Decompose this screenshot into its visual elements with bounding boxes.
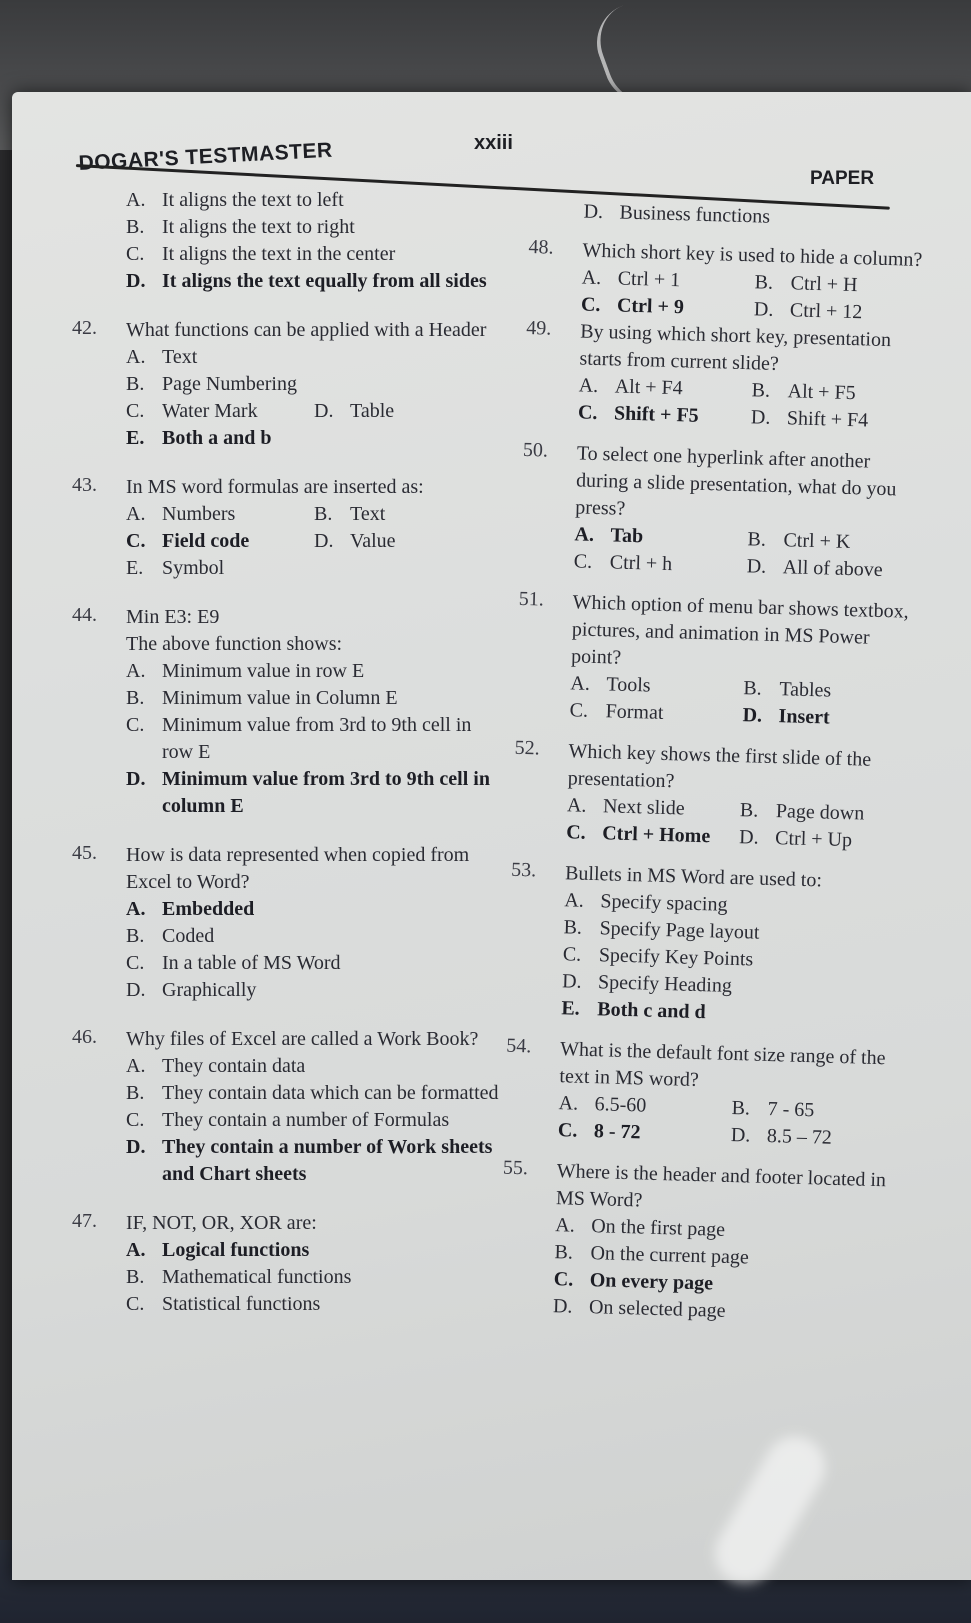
question-number: 44. [72, 604, 97, 626]
question-number: 55. [502, 1156, 529, 1180]
option-label: A. [578, 374, 599, 397]
option-label: D. [126, 768, 146, 790]
answer-option [126, 1264, 502, 1291]
options-list [583, 199, 930, 236]
question-block [512, 737, 915, 856]
question-block [507, 859, 911, 1032]
option-text: 8.5 – 72 [766, 1124, 833, 1149]
option-label: C. [577, 401, 598, 424]
option-text: Ctrl + Home [601, 822, 711, 848]
option-text: It aligns the text to left [162, 189, 344, 211]
option-text: Next slide [602, 795, 685, 820]
question-block [72, 604, 502, 820]
option-text: 6.5-60 [594, 1093, 647, 1117]
answer-option [573, 548, 747, 580]
option-label: A. [126, 898, 146, 920]
option-text: They contain data [162, 1055, 306, 1077]
option-label: D. [126, 270, 146, 292]
question-text: By using which short key, presentation starts from current slide? [579, 320, 892, 376]
option-label: D. [750, 406, 771, 429]
answer-option [126, 555, 502, 582]
question-text: Min E3: E9 [126, 606, 220, 628]
question-block [72, 187, 502, 295]
answer-option [314, 528, 502, 555]
question-text: Which option of menu bar shows textbox, pictures, and animation in MS Power point? [570, 591, 909, 669]
answer-option [126, 923, 502, 950]
page-content [12, 92, 952, 1580]
option-text: They contain a number of Work sheets and Chart sheets [162, 1136, 493, 1185]
option-text: Specify spacing [600, 890, 728, 916]
option-label: A. [581, 266, 602, 290]
answer-option [126, 1107, 502, 1134]
option-text: 8 - 72 [593, 1120, 641, 1144]
answer-option [126, 977, 502, 1004]
header-page-number: xxiii [474, 132, 513, 154]
option-label: D. [738, 826, 759, 849]
question-number: 47. [72, 1210, 97, 1232]
option-text: Value [350, 530, 396, 552]
option-label: C. [580, 293, 601, 317]
option-text: Minimum value from 3rd to 9th cell in row E [162, 714, 472, 763]
option-label: B. [747, 528, 767, 551]
options-list [566, 792, 913, 856]
question-block [499, 1157, 903, 1330]
answer-option [126, 1237, 502, 1264]
answer-option [126, 1053, 502, 1080]
option-text: Alt + F4 [614, 375, 683, 400]
answer-option [739, 824, 913, 856]
option-text: On the current page [590, 1242, 750, 1269]
option-label: A. [126, 660, 146, 682]
option-text: Tools [606, 673, 651, 697]
option-label: D. [753, 298, 774, 321]
option-label: B. [554, 1241, 574, 1264]
option-text: It aligns the text to right [162, 216, 355, 238]
options-list [561, 887, 911, 1032]
option-text: Page down [775, 800, 865, 825]
options-list [126, 896, 502, 1004]
option-label: A. [126, 503, 146, 525]
option-text: It aligns the text in the center [162, 243, 396, 265]
option-label: B. [563, 916, 583, 939]
option-text: Ctrl + K [783, 529, 851, 554]
option-text: Shift + F5 [613, 402, 700, 427]
option-label: C. [126, 714, 145, 736]
question-block [515, 588, 919, 734]
option-text: It aligns the text equally from all sides [162, 270, 487, 292]
option-text: Minimum value in Column E [162, 687, 398, 709]
answer-option [126, 214, 502, 241]
options-list [126, 658, 502, 820]
answer-option [314, 398, 502, 425]
question-text-line2: The above function shows: [126, 633, 343, 655]
answer-option [583, 199, 930, 236]
answer-option [126, 950, 502, 977]
options-list [573, 521, 920, 585]
question-text: What functions can be applied with a Header [126, 319, 487, 341]
header-section: PAPER [810, 168, 875, 189]
options-list [581, 264, 928, 328]
option-label: B. [754, 271, 774, 294]
option-label: B. [314, 503, 333, 525]
option-text: Minimum value from 3rd to 9th cell in column E [162, 768, 490, 817]
option-text: Shift + F4 [786, 407, 869, 432]
question-text: To select one hyperlink after another during a slide presentation, what do you press? [575, 442, 897, 520]
option-text: Ctrl + h [609, 551, 673, 576]
option-text: All of above [782, 556, 884, 581]
option-text: Ctrl + 9 [616, 294, 685, 319]
option-label: B. [126, 1266, 145, 1288]
question-text: How is data represented when copied from Excel to Word? [126, 844, 470, 893]
option-label: C. [569, 699, 589, 722]
option-text: 7 - 65 [767, 1097, 815, 1122]
option-label: B. [731, 1096, 751, 1120]
option-label: D. [583, 200, 604, 224]
option-label: C. [126, 400, 145, 422]
question-number: 45. [72, 842, 97, 864]
option-label: B. [126, 1082, 145, 1104]
options-list [126, 187, 502, 295]
option-label: C. [126, 952, 145, 974]
option-label: D. [561, 970, 582, 993]
option-label: C. [565, 821, 587, 844]
option-label: A. [126, 1055, 146, 1077]
options-list [126, 501, 502, 582]
option-label: B. [751, 379, 771, 402]
answer-option [126, 425, 502, 452]
answer-option [578, 399, 752, 431]
option-text: They contain a number of Formulas [162, 1109, 450, 1131]
answer-option [746, 553, 920, 585]
option-label: D. [314, 530, 334, 552]
question-text: What is the default font size range of the text in MS word? [559, 1038, 886, 1092]
option-label: B. [126, 373, 145, 395]
option-text: Specify Heading [597, 971, 733, 997]
option-label: C. [126, 243, 145, 265]
option-text: Ctrl + H [790, 272, 858, 297]
option-text: On the first page [590, 1215, 726, 1241]
option-label: A. [566, 794, 587, 817]
option-text: Field code [162, 530, 250, 552]
options-list [569, 670, 916, 734]
option-label: A. [574, 523, 595, 546]
option-label: A. [554, 1214, 576, 1237]
option-label: A. [126, 1239, 146, 1261]
answer-option [126, 241, 502, 268]
question-number: 49. [526, 316, 552, 340]
option-label: C. [126, 530, 146, 552]
option-text: Text [350, 503, 386, 525]
option-text: Business functions [619, 201, 771, 228]
option-text: Tables [779, 678, 832, 702]
option-label: D. [314, 400, 334, 422]
question-block [72, 842, 502, 1004]
question-text: Where is the header and footer located in MS Word? [555, 1160, 887, 1212]
options-row [126, 528, 502, 555]
answer-option [126, 1080, 502, 1107]
option-label: E. [126, 427, 145, 449]
options-list [558, 1090, 905, 1154]
question-number: 52. [514, 736, 540, 760]
question-text: Why files of Excel are called a Work Book? [126, 1028, 479, 1050]
question-block [524, 317, 927, 436]
option-text: Specify Page layout [599, 917, 760, 944]
option-text: Tab [610, 524, 644, 548]
option-text: They contain data which can be formatted [162, 1082, 499, 1104]
option-label: C. [562, 943, 582, 966]
option-label: C. [557, 1119, 578, 1142]
answer-option [126, 187, 502, 214]
option-text: Both a and b [162, 427, 272, 449]
option-label: A. [570, 672, 591, 695]
answer-option [126, 712, 502, 766]
option-text: Logical functions [162, 1239, 310, 1261]
option-text: Mathematical functions [162, 1266, 352, 1288]
question-number: 48. [528, 235, 554, 259]
option-label: D. [742, 704, 763, 727]
option-label: A. [564, 889, 585, 912]
answer-option [126, 658, 502, 685]
left-column [72, 187, 502, 1318]
option-label: E. [561, 997, 581, 1020]
options-list [126, 1053, 502, 1188]
option-label: D. [746, 555, 767, 578]
question-block [529, 197, 930, 235]
question-number: 46. [72, 1026, 97, 1048]
answer-option [126, 371, 502, 398]
option-label: C. [553, 1268, 574, 1291]
answer-option [742, 702, 916, 734]
option-label: D. [126, 1136, 146, 1158]
options-list [126, 344, 502, 452]
option-label: B. [126, 216, 145, 238]
option-label: A. [558, 1092, 579, 1115]
question-block [72, 1210, 502, 1318]
question-number: 50. [522, 438, 549, 462]
answer-option [126, 268, 502, 295]
option-label: B. [126, 687, 145, 709]
answer-option [126, 398, 314, 425]
option-text: Minimum value in row E [162, 660, 365, 682]
option-text: Page Numbering [162, 373, 297, 395]
option-text: Graphically [162, 979, 257, 1001]
answer-option [126, 344, 502, 371]
answer-option [126, 501, 314, 528]
question-block [72, 317, 502, 452]
answer-option [566, 819, 740, 851]
option-text: Specify Key Points [598, 944, 754, 971]
answer-option [126, 528, 314, 555]
option-text: In a table of MS Word [162, 952, 341, 974]
answer-option [569, 697, 743, 729]
answer-option [126, 766, 502, 820]
question-number: 42. [72, 317, 97, 339]
option-text: Alt + F5 [787, 380, 856, 405]
option-text: Ctrl + 1 [617, 267, 681, 292]
answer-option [126, 685, 502, 712]
answer-option [126, 1291, 502, 1318]
option-label: C. [126, 1293, 145, 1315]
option-label: E. [126, 557, 144, 579]
question-number: 53. [510, 858, 537, 882]
options-list [553, 1212, 902, 1330]
question-block [72, 1026, 502, 1188]
option-label: B. [743, 677, 763, 700]
question-text: In MS word formulas are inserted as: [126, 476, 424, 498]
option-text: Text [162, 346, 198, 368]
option-text: Embedded [162, 898, 255, 920]
question-block [504, 1035, 907, 1154]
option-label: A. [126, 189, 146, 211]
question-number: 43. [72, 474, 97, 496]
option-label: A. [126, 346, 146, 368]
option-text: Insert [778, 705, 830, 729]
option-text: Water Mark [162, 400, 258, 422]
question-text: Which short key is used to hide a column? [582, 239, 923, 271]
question-block [72, 474, 502, 582]
question-number: 51. [518, 587, 545, 611]
options-row [126, 398, 502, 425]
option-label: D. [552, 1295, 573, 1318]
option-text: Table [350, 400, 395, 422]
option-label: B. [126, 925, 145, 947]
options-list [126, 1237, 502, 1318]
option-text: Numbers [162, 503, 236, 525]
option-label: D. [126, 979, 146, 1001]
option-text: Statistical functions [162, 1293, 321, 1315]
option-text: Both c and d [597, 998, 706, 1024]
header-brand: DOGAR'S TESTMASTER [78, 138, 334, 175]
option-label: C. [126, 1109, 145, 1131]
option-text: Ctrl + 12 [789, 299, 863, 324]
answer-option [730, 1122, 904, 1154]
option-label: B. [739, 799, 759, 822]
answer-option [126, 1134, 502, 1188]
question-text: Which key shows the first slide of the presentation? [567, 740, 872, 793]
question-text: IF, NOT, OR, XOR are: [126, 1212, 317, 1234]
question-block [519, 439, 923, 585]
option-text: Format [605, 700, 664, 724]
question-number: 54. [505, 1034, 532, 1058]
answer-option [751, 404, 925, 436]
option-label: C. [573, 550, 593, 573]
option-text: Symbol [162, 557, 225, 579]
right-column [499, 197, 930, 1330]
option-text: Ctrl + Up [774, 827, 853, 852]
option-label: D. [730, 1123, 751, 1147]
options-row [126, 501, 502, 528]
answer-option [558, 1117, 732, 1149]
option-text: Coded [162, 925, 215, 947]
question-block [527, 236, 929, 328]
answer-option [126, 896, 502, 923]
option-text: On selected page [588, 1296, 726, 1322]
question-text: Bullets in MS Word are used to: [564, 862, 823, 892]
options-list [578, 372, 925, 436]
option-text: On every page [589, 1269, 714, 1295]
answer-option [314, 501, 502, 528]
